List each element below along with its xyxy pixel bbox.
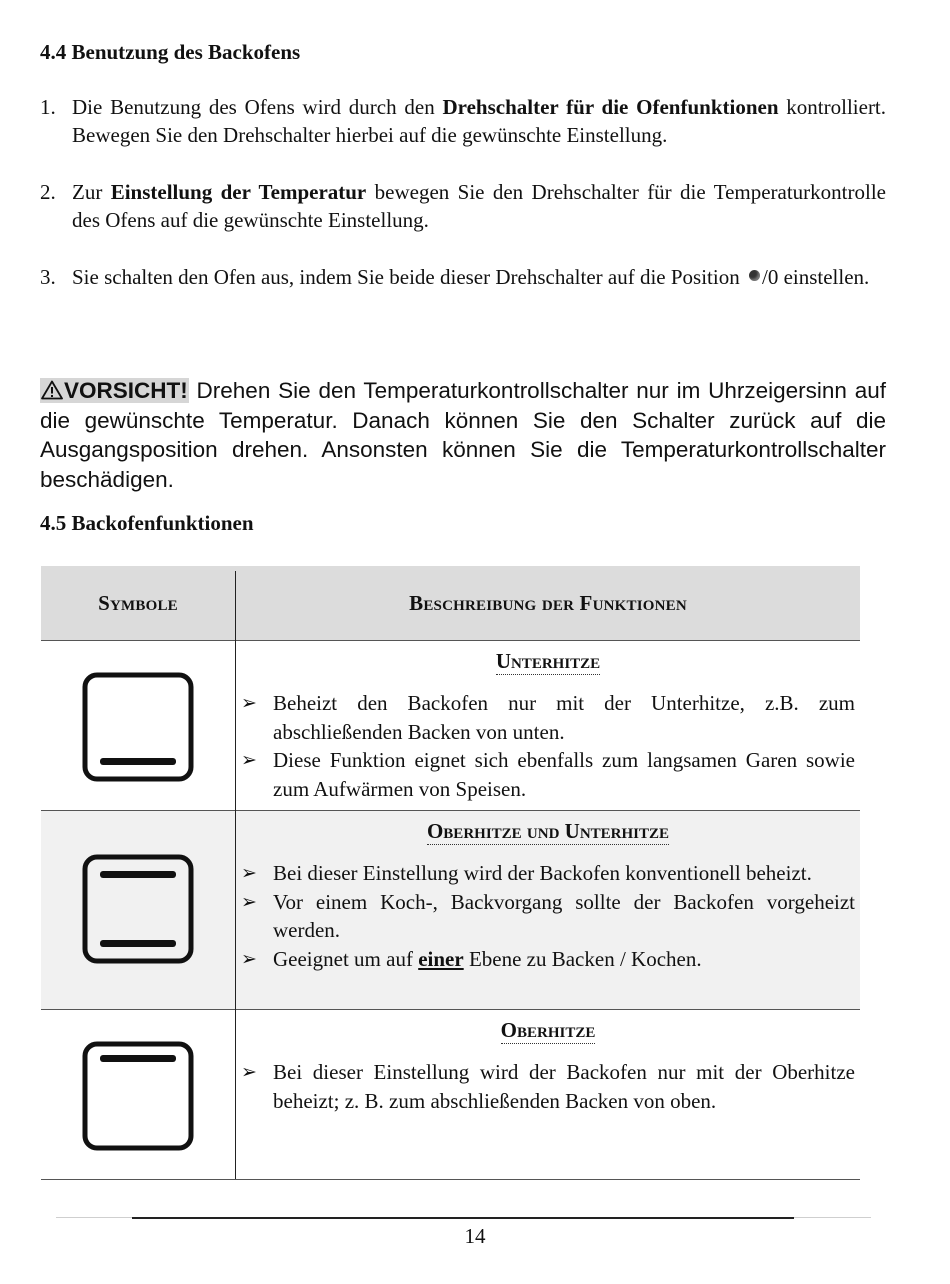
list-item: ➢ Vor einem Koch-, Backvorgang sollte der Backofen vorgeheizt werden. [241,888,855,945]
column-header-description: Beschreibung der Funktionen [409,591,687,615]
table-row [41,811,860,1010]
list-number: 1. [40,95,56,119]
text-segment: Die Benutzung des Ofens wird durch den [72,95,443,119]
function-description-list [241,859,855,973]
top-bottom-heat-icon [82,854,194,966]
table-row [41,641,860,811]
list-item-text [72,93,886,149]
section-heading-4-4: 4.4 Benutzung des Backofens [40,40,301,64]
function-description-list [241,689,855,803]
caution-text: Drehen Sie den Temperaturkontrollschalter nur im Uhrzeigersinn auf die gewünschte Temperatur. Danach können Sie den Schalter zurück auf die Ausgangsposition drehen. Ansonsten können Sie die Temperaturkontrollschalter beschädigen. [40,378,886,492]
list-item [241,945,855,974]
table-row [41,1010,860,1180]
list-item [40,93,886,149]
text-segment: Zur [72,180,111,204]
function-title: Oberhitze [500,1018,596,1042]
text-segment: Geeignet um auf [273,946,419,971]
bottom-heat-icon [82,672,194,784]
top-heat-icon [82,1041,194,1153]
column-divider [235,571,236,1179]
list-item: ➢ Bei dieser Einstellung wird der Backofen nur mit der Oberhitze beheizt; z. B. zum abschließenden Backen von oben. [241,1058,855,1115]
list-number: 2. [40,180,56,204]
table-header [41,566,860,641]
page-number: 14 [464,1224,486,1248]
list-item [40,178,886,234]
off-position-dot-icon [749,270,760,281]
text-segment: kontrolliert. Bewegen Sie den Drehschalter hierbei auf die gewünschte Einstellung. [72,95,887,147]
footer-divider [132,1217,794,1219]
bold-text: Einstellung der Temperatur [110,180,367,204]
list-item: ➢ Bei dieser Einstellung wird der Backofen konventionell beheizt. [241,859,855,888]
section-heading-4-5: 4.5 Backofenfunktionen [40,511,254,535]
caution-label [40,378,189,403]
text-segment: bewegen Sie den Drehschalter für die Temperaturkontrolle des Ofens auf die gewünschte Einstellung. [72,180,886,232]
row-divider [41,1179,860,1180]
list-item-text [72,178,886,234]
list-item-text [72,263,886,291]
text-segment: /0 einstellen. [761,265,870,289]
list-item: ➢ Diese Funktion eignet sich ebenfalls zum langsamen Garen sowie zum Aufwärmen von Speisen. [241,746,855,803]
text-segment: Sie schalten den Ofen aus, indem Sie beide dieser Drehschalter auf die Position [72,265,740,289]
bold-text: Drehschalter für die Ofenfunktionen [442,95,779,119]
caution-notice [40,376,886,494]
list-item [40,263,886,291]
list-item: ➢ Beheizt den Backofen nur mit der Unterhitze, z.B. zum abschließenden Backen von unten. [241,689,855,746]
function-description-list [241,1058,855,1115]
function-title: Oberhitze und Unterhitze [426,819,670,843]
list-number: 3. [40,265,56,289]
function-title: Unterhitze [495,649,601,673]
emphasis-text: einer [418,946,464,971]
column-header-symbols: Symbole [98,591,178,615]
text-segment: Ebene zu Backen / Kochen. [463,946,702,971]
caution-label-text: VORSICHT! [64,378,188,403]
warning-triangle-icon [41,380,63,400]
